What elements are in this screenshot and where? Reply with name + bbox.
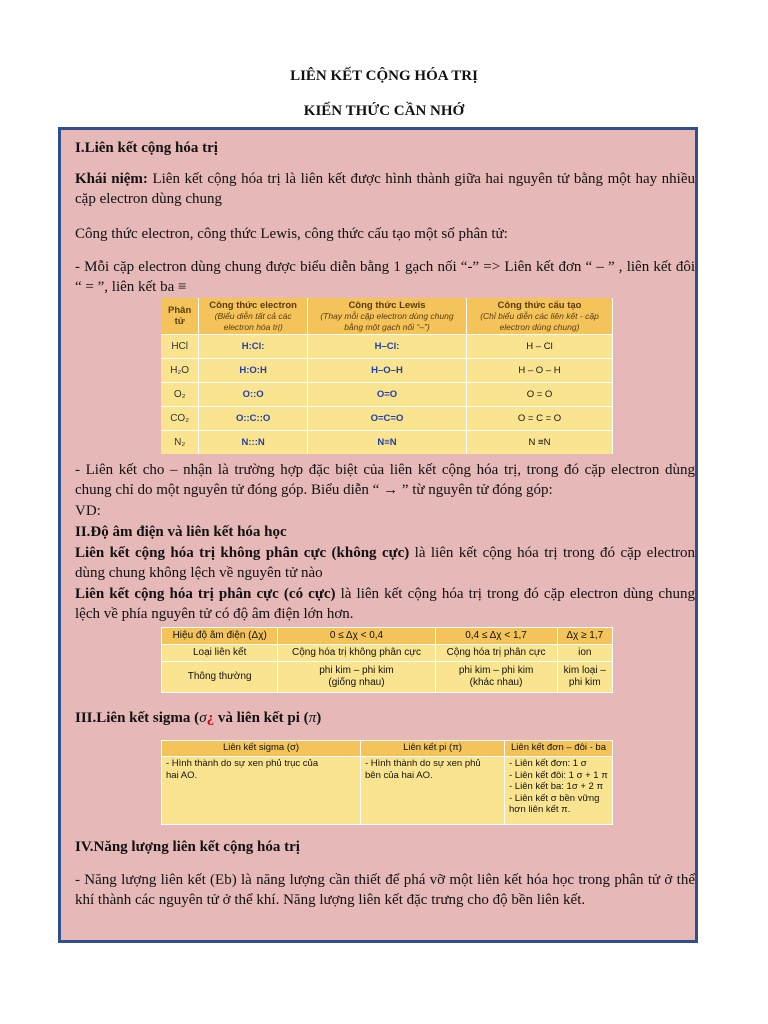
section1-heading: I.Liên kết cộng hóa trị	[75, 140, 218, 156]
nonpolar-paragraph	[75, 543, 695, 583]
polar-text: là liên kết cộng hóa trị trong đó cặp electron dùng chung lệch về phía nguyên tử có độ âm điện lớn hơn.	[75, 586, 696, 622]
table-row: N₂ N:::N N≡N N ≡N	[161, 431, 613, 455]
content-box	[58, 127, 698, 943]
header-structure: Công thức cấu tạo (Chỉ biểu diễn các liên kết - cặp electron dùng chung)	[467, 298, 613, 335]
concept-text: Liên kết cộng hóa trị là liên kết được hình thành giữa hai nguyên tử bằng một hay nhiều cặp electron dùng chung	[75, 171, 695, 207]
formulas-intro: Công thức electron, công thức Lewis, công thức cấu tạo một số phân tử:	[75, 226, 508, 242]
section3-heading: III.Liên kết sigma (σ¿ và liên kết pi (π)	[75, 710, 322, 726]
nonpolar-label: Liên kết cộng hóa trị không phân cực (không cực)	[75, 545, 410, 561]
table-row: Hiệu độ âm điện (Δχ) 0 ≤ Δχ < 0,4 0,4 ≤ Δχ < 1,7 Δχ ≥ 1,7	[162, 628, 613, 645]
electronegativity-table	[161, 627, 613, 693]
page-subtitle: KIẾN THỨC CẦN NHỚ	[303, 103, 465, 119]
page-title: LIÊN KẾT CỘNG HÓA TRỊ	[290, 68, 478, 84]
table-row: Loại liên kết Cộng hóa trị không phân cực Cộng hóa trị phân cực ion	[162, 645, 613, 662]
table-row: CO₂ O::C::O O=C=O O = C = O	[161, 407, 613, 431]
table-row: - Hình thành do sự xen phủ trục của hai AO. - Hình thành do sự xen phủ bên của hai AO. - Liên kết đơn: 1 σ - Liên kết đôi: 1 σ + 1 π - Liên kết ba: 1σ + 2 π - Liên kết σ bền vững hơn liên kết π.	[162, 757, 613, 825]
lewis-table-header	[161, 298, 613, 335]
table-row: HCl H:Cl: H–Cl: H – Cl	[161, 335, 613, 359]
section2-heading: II.Độ âm điện và liên kết hóa học	[75, 524, 287, 540]
dative-bond-text: - Liên kết cho – nhận là trường hợp đặc biệt của liên kết cộng hóa trị, trong đó cặp electron dùng chung chỉ do một nguyên tử đóng góp. Biểu diễn “ → ” từ nguyên tử đóng góp:	[75, 462, 695, 498]
polar-paragraph	[75, 584, 695, 624]
lewis-table	[161, 298, 613, 454]
table-row: Thông thường phi kim – phi kim (giống nhau) phi kim – phi kim (khác nhau) kim loại – phi kim	[162, 662, 613, 693]
header-electron: Công thức electron (Biểu diễn tất cả các electron hóa trị)	[199, 298, 308, 335]
nonpolar-text: là liên kết cộng hóa trị trong đó cặp electron dùng chung không lệch về nguyên tử nào	[75, 545, 695, 581]
concept-label: Khái niệm:	[75, 171, 148, 187]
table-row: O₂ O::O O=O O = O	[161, 383, 613, 407]
bond-rule: - Mỗi cặp electron dùng chung được biểu diễn bằng 1 gạch nối “-” => Liên kết đơn “ – ” , liên kết đôi “ = ”, liên kết ba ≡	[75, 259, 695, 295]
polar-label: Liên kết cộng hóa trị phân cực (có cực)	[75, 586, 336, 602]
concept-paragraph	[75, 169, 695, 209]
bond-energy-text: - Năng lượng liên kết (Eb) là năng lượng cần thiết để phá vỡ một liên kết hóa học trong phân tử ở thể khí thành các nguyên tử ở thể khí. Năng lượng liên kết đặc trưng cho độ bền liên kết.	[75, 872, 695, 908]
header-molecule: Phân tử	[161, 298, 199, 335]
table-row: H₂O H:O:H H–O–H H – O – H	[161, 359, 613, 383]
header-lewis: Công thức Lewis (Thay mỗi cặp electron dùng chung bằng một gạch nối “–”)	[307, 298, 466, 335]
section4-heading: IV.Năng lượng liên kết cộng hóa trị	[75, 839, 300, 855]
example-label: VD:	[75, 503, 101, 519]
table-row: Liên kết sigma (σ) Liên kết pi (π) Liên kết đơn – đôi - ba	[162, 741, 613, 757]
sigma-pi-table	[161, 740, 613, 825]
